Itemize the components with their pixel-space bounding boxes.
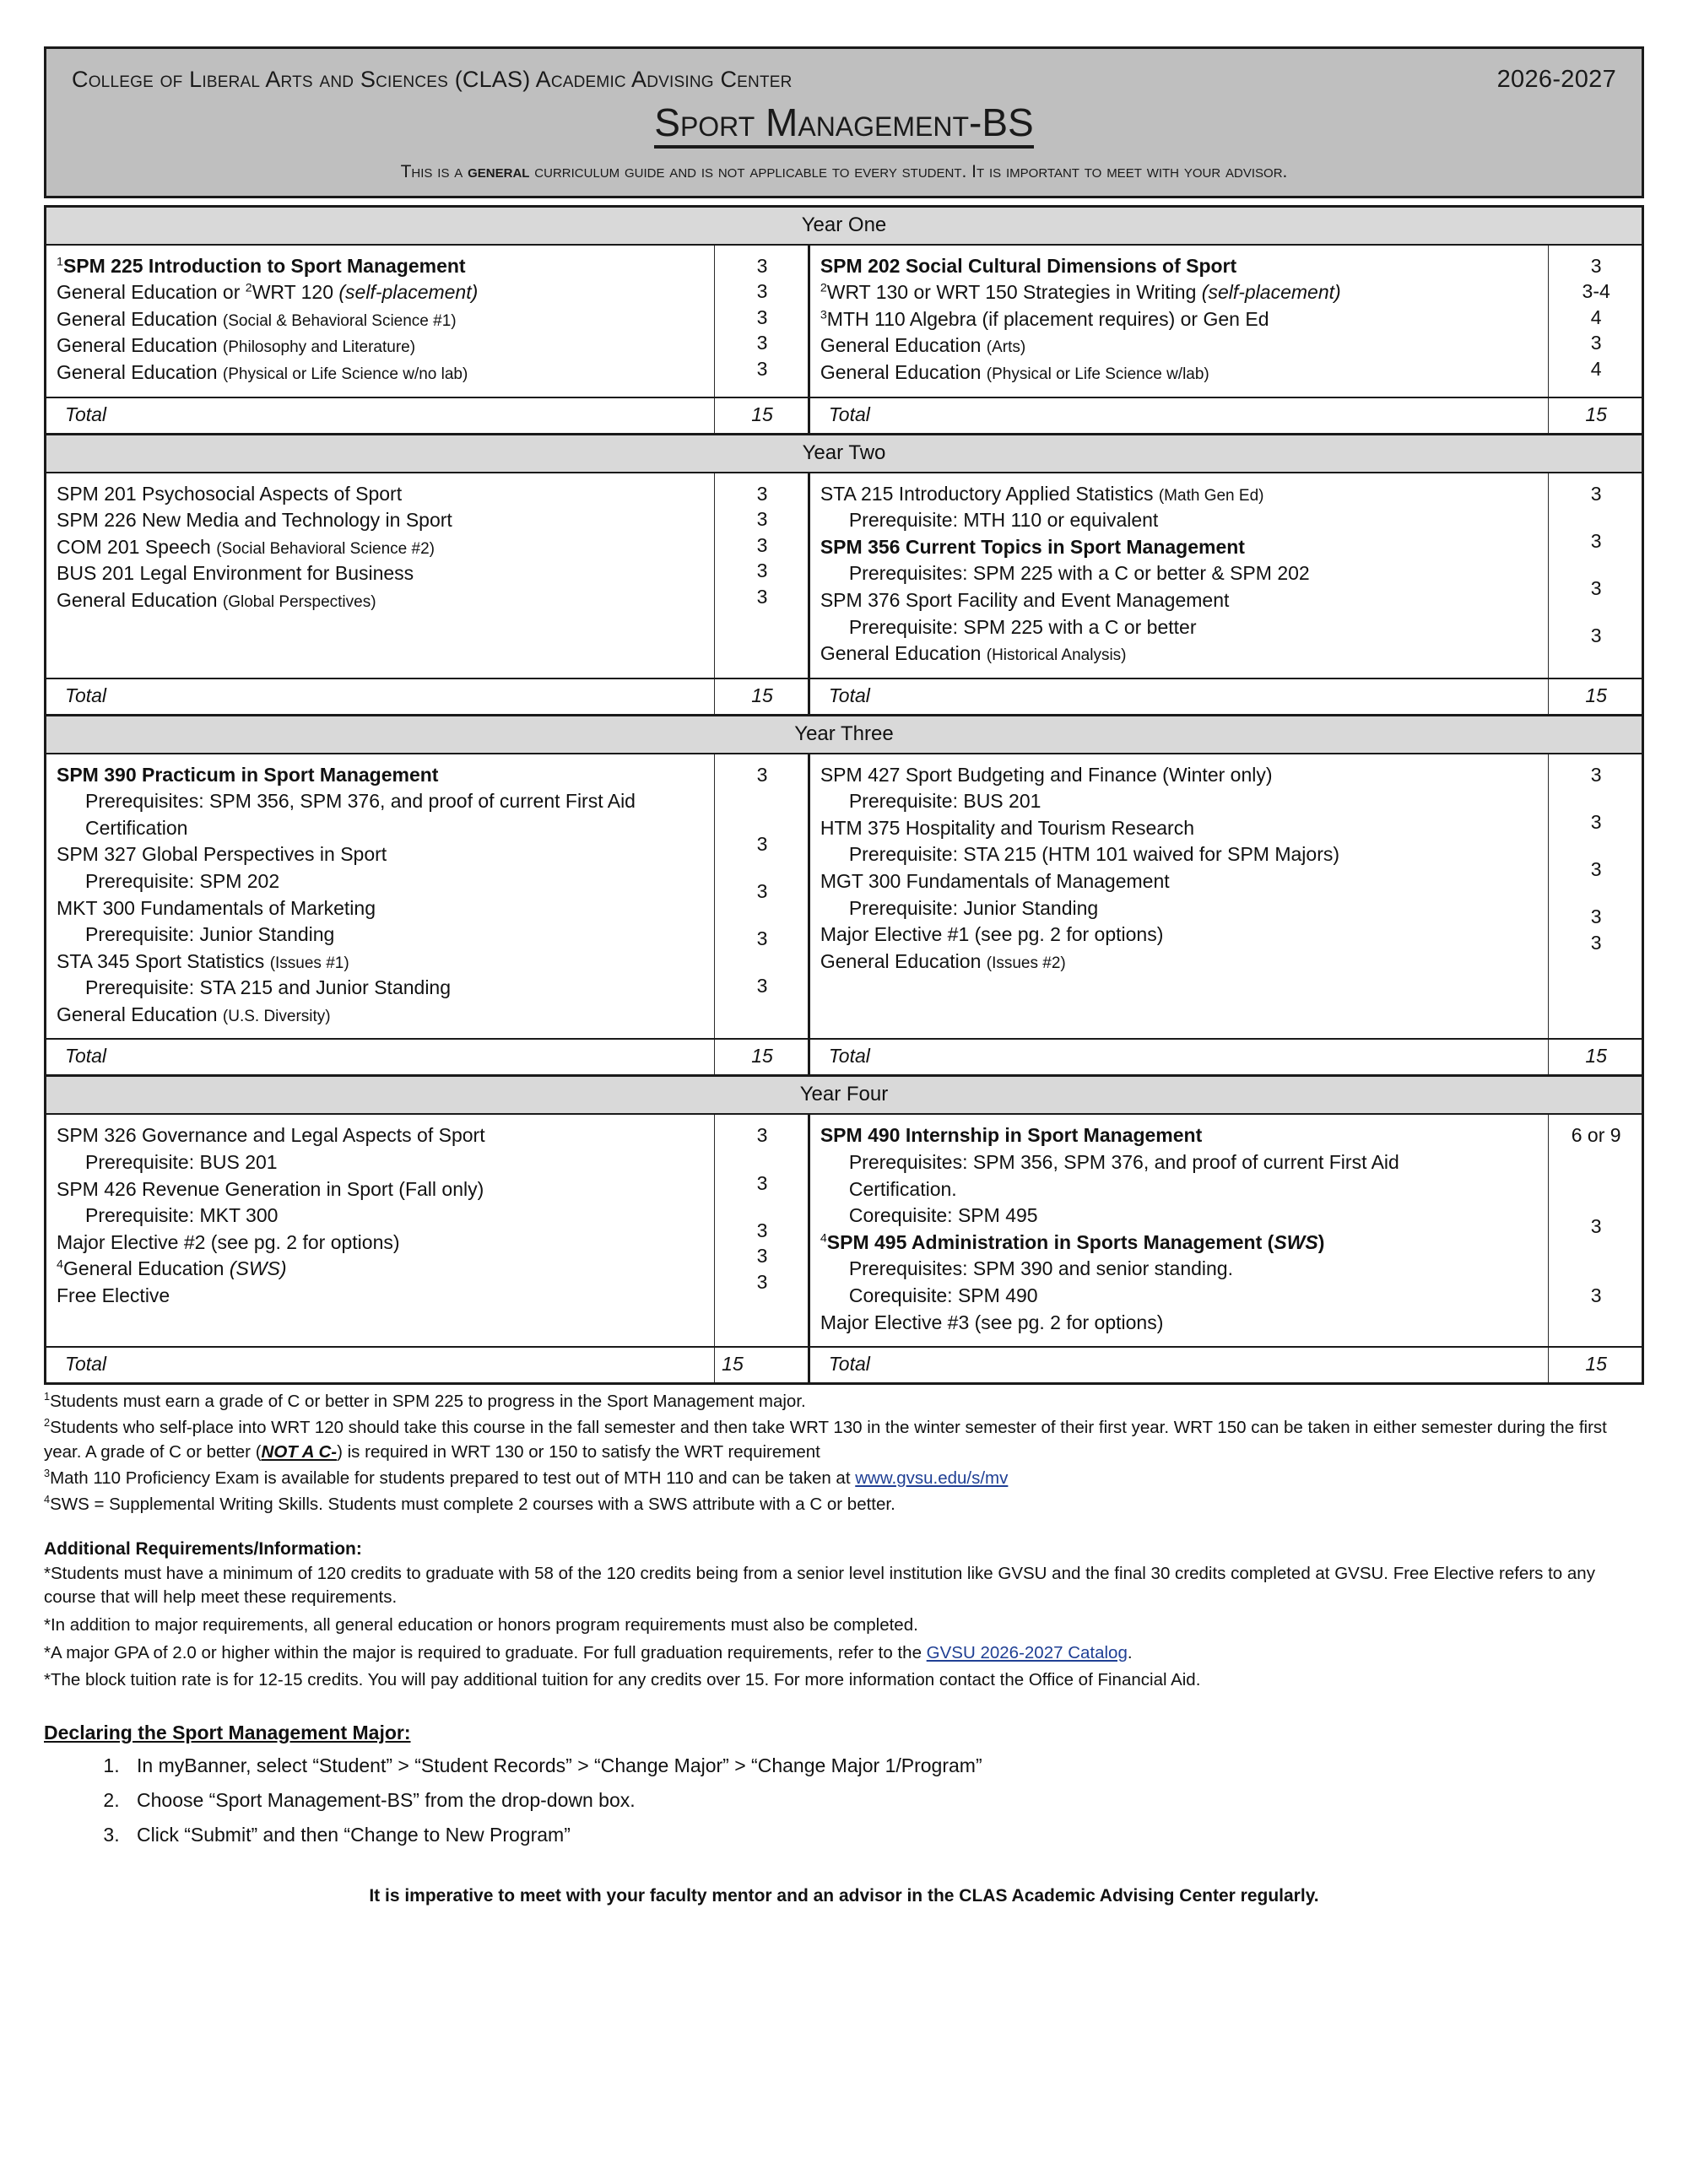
catalog-link[interactable]: GVSU 2026-2027 Catalog — [926, 1642, 1128, 1662]
footnote-1 — [44, 1390, 1644, 1414]
credit-value: 3 — [1590, 482, 1602, 505]
course-item: SPM 426 Revenue Generation in Sport (Fall only) — [57, 1177, 484, 1200]
credit-value: 6 or 9 — [1571, 1124, 1621, 1147]
course-item: STA 345 Sport Statistics (Issues #1) — [57, 949, 349, 972]
credit-value: 3 — [756, 763, 768, 786]
credit-value: 3-4 — [1582, 280, 1610, 303]
course-list — [57, 253, 706, 387]
course-note: Prerequisite: MKT 300 — [85, 1204, 279, 1227]
course-note: Prerequisite: SPM 202 — [85, 870, 280, 892]
course-item: $^1$SPM 225 Introduction to Sport Management — [57, 254, 466, 277]
course-item: SPM 390 Practicum in Sport Management — [57, 763, 439, 786]
footnote-2-text-a: Students who self-place into WRT 120 should take this course in the fall semester and then take WRT 130 in the winter semester of their first year. WRT 150 can be taken in either semester during the first year. A grade of C or better ( — [44, 1418, 1607, 1462]
course-list — [57, 481, 706, 614]
semester-row — [46, 245, 1643, 397]
year-label: Year Three — [46, 715, 1643, 754]
year-label: Year One — [46, 206, 1643, 245]
course-note: Corequisite: SPM 495 — [848, 1204, 1038, 1227]
math-proficiency-link[interactable]: www.gvsu.edu/s/mv — [855, 1468, 1009, 1488]
declare-step-2: 2. Choose “Sport Management-BS” from the drop-down box. — [125, 1787, 1644, 1814]
credit-value: 3 — [1590, 858, 1602, 881]
academic-year: 2026-2027 — [1496, 66, 1616, 93]
course-note: Certification — [85, 816, 188, 839]
fall-total-credits: 15 — [715, 678, 809, 716]
footnote-4 — [44, 1493, 1644, 1516]
course-item: STA 215 Introductory Applied Statistics (Math Gen Ed) — [820, 482, 1264, 505]
fall-credits-cell — [715, 473, 809, 678]
course-item: SPM 226 New Media and Technology in Sport — [57, 509, 452, 532]
winter-courses-cell — [809, 1114, 1548, 1347]
credit-list — [1559, 1122, 1633, 1308]
footnote-3-text: Math 110 Proficiency Exam is available for students prepared to test out of MTH 110 and can be taken at — [50, 1468, 856, 1488]
course-item: MGT 300 Fundamentals of Management — [820, 870, 1170, 892]
credit-value: 3 — [756, 1245, 768, 1268]
credit-value: 3 — [1590, 332, 1602, 354]
disclaimer-pre: This is a — [400, 161, 468, 181]
fall-total-credits: 15 — [715, 397, 809, 435]
credit-value: 4 — [1590, 358, 1602, 381]
course-item: SPM 327 Global Perspectives in Sport — [57, 843, 387, 866]
course-note: Prerequisite: STA 215 (HTM 101 waived for SPM Majors) — [848, 843, 1340, 866]
credit-value: 3 — [1590, 577, 1602, 600]
winter-courses-cell — [809, 473, 1548, 678]
credit-value: 4 — [1590, 305, 1602, 328]
credit-value: 3 — [756, 1124, 768, 1147]
course-item: General Education (Physical or Life Science w/no lab) — [57, 361, 468, 384]
course-item: General Education (U.S. Diversity) — [57, 1003, 331, 1025]
winter-total-credits: 15 — [1549, 397, 1643, 435]
footnotes-section — [44, 1390, 1644, 1516]
fall-courses-cell — [46, 754, 715, 1040]
disclaimer-emphasis: general — [468, 161, 530, 181]
course-item: COM 201 Speech (Social Behavioral Science #2) — [57, 535, 435, 558]
declare-step-3: 3. Click “Submit” and then “Change to New Program” — [125, 1822, 1644, 1848]
course-item: SPM 202 Social Cultural Dimensions of Sport — [820, 254, 1237, 277]
additional-item-3 — [44, 1641, 1644, 1666]
winter-credits-cell — [1549, 1114, 1643, 1347]
year-label: Year Four — [46, 1076, 1643, 1115]
institution-name: College of Liberal Arts and Sciences (CLAS) Academic Advising Center — [72, 67, 793, 92]
credit-value: 3 — [756, 1171, 768, 1194]
credit-value: 3 — [756, 927, 768, 949]
course-note: Corequisite: SPM 490 — [848, 1284, 1038, 1306]
credit-value: 3 — [756, 975, 768, 997]
course-item: MKT 300 Fundamentals of Marketing — [57, 896, 376, 919]
winter-total-credits: 15 — [1549, 1347, 1643, 1384]
course-list — [820, 253, 1539, 387]
additional-item-4: *The block tuition rate is for 12-15 credits. You will pay additional tuition for any credits over 15. For more information contact the Office of Financial Aid. — [44, 1670, 1201, 1690]
additional-requirements-heading: Additional Requirements/Information: — [44, 1538, 362, 1559]
course-item: SPM 376 Sport Facility and Event Management — [820, 588, 1230, 611]
credit-value: 3 — [1590, 931, 1602, 954]
course-item: General Education (Global Perspectives) — [57, 588, 376, 611]
credit-value: 3 — [1590, 763, 1602, 786]
fall-credits-cell — [715, 1114, 809, 1347]
declaring-major-section — [44, 1722, 1644, 1849]
disclaimer-post: curriculum guide and is not applicable to every student. It is important to meet with your advisor. — [529, 161, 1288, 181]
credit-value: 3 — [756, 358, 768, 381]
credit-value: 3 — [756, 305, 768, 328]
course-item: $^4$General Education (SWS) — [57, 1257, 287, 1280]
footnote-ref: 4 — [57, 1257, 63, 1272]
course-list — [820, 762, 1539, 976]
course-item: General Education (Historical Analysis) — [820, 642, 1127, 665]
course-item: Major Elective #1 (see pg. 2 for options) — [820, 923, 1164, 946]
course-note: Certification. — [848, 1177, 957, 1200]
credit-list — [725, 1122, 799, 1295]
course-note: Prerequisite: MTH 110 or equivalent — [848, 509, 1159, 532]
credit-value: 3 — [1590, 254, 1602, 277]
credit-value: 3 — [756, 280, 768, 303]
page-title-wrap — [72, 102, 1616, 149]
footnote-2 — [44, 1416, 1644, 1464]
year-header-row — [46, 434, 1643, 473]
total-row — [46, 1347, 1643, 1384]
course-list — [57, 762, 706, 1029]
fall-total-label: Total — [46, 1347, 715, 1384]
semester-row — [46, 1114, 1643, 1347]
semester-row — [46, 473, 1643, 678]
winter-credits-cell — [1549, 473, 1643, 678]
course-item: General Education (Social & Behavioral Science #1) — [57, 307, 457, 330]
course-item: HTM 375 Hospitality and Tourism Research — [820, 816, 1194, 839]
declare-step-1: 1. In myBanner, select “Student” > “Student Records” > “Change Major” > “Change Major 1/Program” — [125, 1753, 1644, 1779]
course-note: Prerequisite: STA 215 and Junior Standing — [85, 976, 452, 999]
course-item: General Education (Arts) — [820, 334, 1026, 357]
course-note: Prerequisite: Junior Standing — [85, 923, 335, 946]
fall-courses-cell — [46, 1114, 715, 1347]
footnote-1-marker: 1 — [44, 1390, 51, 1403]
credit-value: 3 — [756, 482, 768, 505]
declaring-major-heading: Declaring the Sport Management Major: — [44, 1721, 411, 1743]
course-item: $^2$WRT 130 or WRT 150 Strategies in Writing (self-placement) — [820, 281, 1341, 304]
credit-value: 3 — [756, 254, 768, 277]
total-row — [46, 1039, 1643, 1076]
course-item: $^4$SPM 495 Administration in Sports Management (SWS) — [820, 1230, 1325, 1253]
footnote-ref: 3 — [820, 308, 827, 322]
course-item: $^3$MTH 110 Algebra (if placement requires) or Gen Ed — [820, 307, 1269, 330]
footnote-1-text: Students must earn a grade of C or better in SPM 225 to progress in the Sport Management major. — [50, 1392, 806, 1412]
course-note: Prerequisites: SPM 390 and senior standing. — [848, 1257, 1233, 1280]
course-item: SPM 356 Current Topics in Sport Management — [820, 535, 1245, 558]
page-title: Sport Management-BS — [654, 102, 1033, 149]
winter-total-label: Total — [809, 1347, 1548, 1384]
credit-list — [725, 481, 799, 610]
fall-credits-cell — [715, 245, 809, 397]
credit-value: 3 — [1590, 810, 1602, 833]
year-header-row — [46, 715, 1643, 754]
footnote-4-marker: 4 — [44, 1493, 51, 1506]
fall-credits-cell — [715, 754, 809, 1040]
footnote-4-text: SWS = Supplemental Writing Skills. Students must complete 2 courses with a SWS attribute with a C or better. — [50, 1495, 895, 1515]
course-note: Prerequisite: BUS 201 — [848, 790, 1041, 813]
course-item: General Education (Physical or Life Science w/lab) — [820, 361, 1209, 384]
winter-credits-cell — [1549, 754, 1643, 1040]
course-note: Prerequisites: SPM 225 with a C or better & SPM 202 — [848, 562, 1310, 585]
credit-value: 3 — [1590, 529, 1602, 552]
credit-value: 3 — [756, 585, 768, 608]
winter-courses-cell — [809, 754, 1548, 1040]
fall-total-credits: 15 — [715, 1347, 809, 1384]
credit-value: 3 — [756, 832, 768, 855]
course-item: SPM 201 Psychosocial Aspects of Sport — [57, 482, 403, 505]
credit-value: 3 — [1590, 905, 1602, 928]
footnote-ref: 4 — [820, 1231, 827, 1246]
credit-value: 3 — [1590, 1284, 1602, 1306]
additional-item-1: *Students must have a minimum of 120 credits to graduate with 58 of the 120 credits being from a senior level institution like GVSU and the final 30 credits completed at GVSU. Free Elective refers to any course that will help meet these requirements. — [44, 1563, 1595, 1608]
course-item: Major Elective #2 (see pg. 2 for options) — [57, 1230, 400, 1253]
course-note: Prerequisites: SPM 356, SPM 376, and proof of current First Aid — [848, 1151, 1399, 1174]
credit-list — [1559, 762, 1633, 956]
winter-total-credits: 15 — [1549, 1039, 1643, 1076]
winter-total-label: Total — [809, 1039, 1548, 1076]
additional-item-3-text-b: . — [1127, 1642, 1133, 1662]
winter-credits-cell — [1549, 245, 1643, 397]
footnote-2-emphasis: NOT A C- — [261, 1441, 338, 1462]
fall-total-label: Total — [46, 397, 715, 435]
header-top-row — [72, 66, 1616, 94]
winter-courses-cell — [809, 245, 1548, 397]
year-header-row — [46, 1076, 1643, 1115]
semester-row — [46, 754, 1643, 1040]
credit-value: 3 — [756, 332, 768, 354]
course-item: Major Elective #3 (see pg. 2 for options) — [820, 1311, 1164, 1333]
course-note: Prerequisite: SPM 225 with a C or better — [848, 615, 1197, 638]
course-note: Prerequisites: SPM 356, SPM 376, and proof of current First Aid — [85, 790, 636, 813]
declaring-major-steps — [44, 1753, 1644, 1849]
footnote-3 — [44, 1467, 1644, 1490]
fall-total-label: Total — [46, 1039, 715, 1076]
course-list — [57, 1122, 706, 1309]
credit-list — [1559, 481, 1633, 649]
course-item: Free Elective — [57, 1284, 170, 1306]
course-list — [820, 481, 1539, 668]
course-item: General Education (Philosophy and Literature) — [57, 334, 416, 357]
credit-list — [1559, 253, 1633, 382]
header-disclaimer — [72, 162, 1616, 182]
winter-total-label: Total — [809, 678, 1548, 716]
credit-value: 3 — [756, 560, 768, 582]
course-item: General Education (Issues #2) — [820, 949, 1066, 972]
footnote-ref: 1 — [57, 255, 63, 269]
course-item: SPM 490 Internship in Sport Management — [820, 1124, 1203, 1147]
course-item: SPM 427 Sport Budgeting and Finance (Winter only) — [820, 763, 1273, 786]
credit-value: 3 — [756, 1271, 768, 1294]
year-header-row — [46, 206, 1643, 245]
total-row — [46, 397, 1643, 435]
fall-total-credits: 15 — [715, 1039, 809, 1076]
credit-value: 3 — [756, 879, 768, 902]
course-item: SPM 326 Governance and Legal Aspects of Sport — [57, 1124, 485, 1147]
document-header — [44, 46, 1644, 198]
additional-item-3-text-a: *A major GPA of 2.0 or higher within the major is required to graduate. For full graduation requirements, refer to the — [44, 1642, 927, 1662]
closing-statement: It is imperative to meet with your faculty mentor and an advisor in the CLAS Academic Advising Center regularly. — [369, 1885, 1319, 1906]
fall-courses-cell — [46, 473, 715, 678]
footnote-2-marker: 2 — [44, 1416, 51, 1430]
footnote-ref: 2 — [245, 281, 252, 295]
total-row — [46, 678, 1643, 716]
winter-total-credits: 15 — [1549, 678, 1643, 716]
course-list — [820, 1122, 1539, 1336]
credit-list — [725, 762, 799, 999]
winter-total-label: Total — [809, 397, 1548, 435]
fall-courses-cell — [46, 245, 715, 397]
course-item: General Education or $^2$WRT 120 (self-placement) — [57, 281, 479, 304]
year-label: Year Two — [46, 434, 1643, 473]
additional-item-2: *In addition to major requirements, all general education or honors program requirements must also be completed. — [44, 1614, 918, 1635]
course-note: Prerequisite: Junior Standing — [848, 896, 1099, 919]
credit-value: 3 — [756, 1219, 768, 1241]
credit-list — [725, 253, 799, 382]
credit-value: 3 — [756, 533, 768, 556]
credit-value: 3 — [1590, 1214, 1602, 1237]
curriculum-plan-table — [44, 205, 1644, 1385]
fall-total-label: Total — [46, 678, 715, 716]
footnote-ref: 2 — [820, 281, 827, 295]
course-item: BUS 201 Legal Environment for Business — [57, 562, 414, 585]
footnote-3-marker: 3 — [44, 1467, 51, 1480]
credit-value: 3 — [1590, 624, 1602, 647]
course-note: Prerequisite: BUS 201 — [85, 1151, 278, 1174]
additional-requirements-section — [44, 1539, 1644, 1693]
credit-value: 3 — [756, 508, 768, 531]
footnote-2-text-b: ) is required in WRT 130 or 150 to satisfy the WRT requirement — [337, 1441, 820, 1462]
